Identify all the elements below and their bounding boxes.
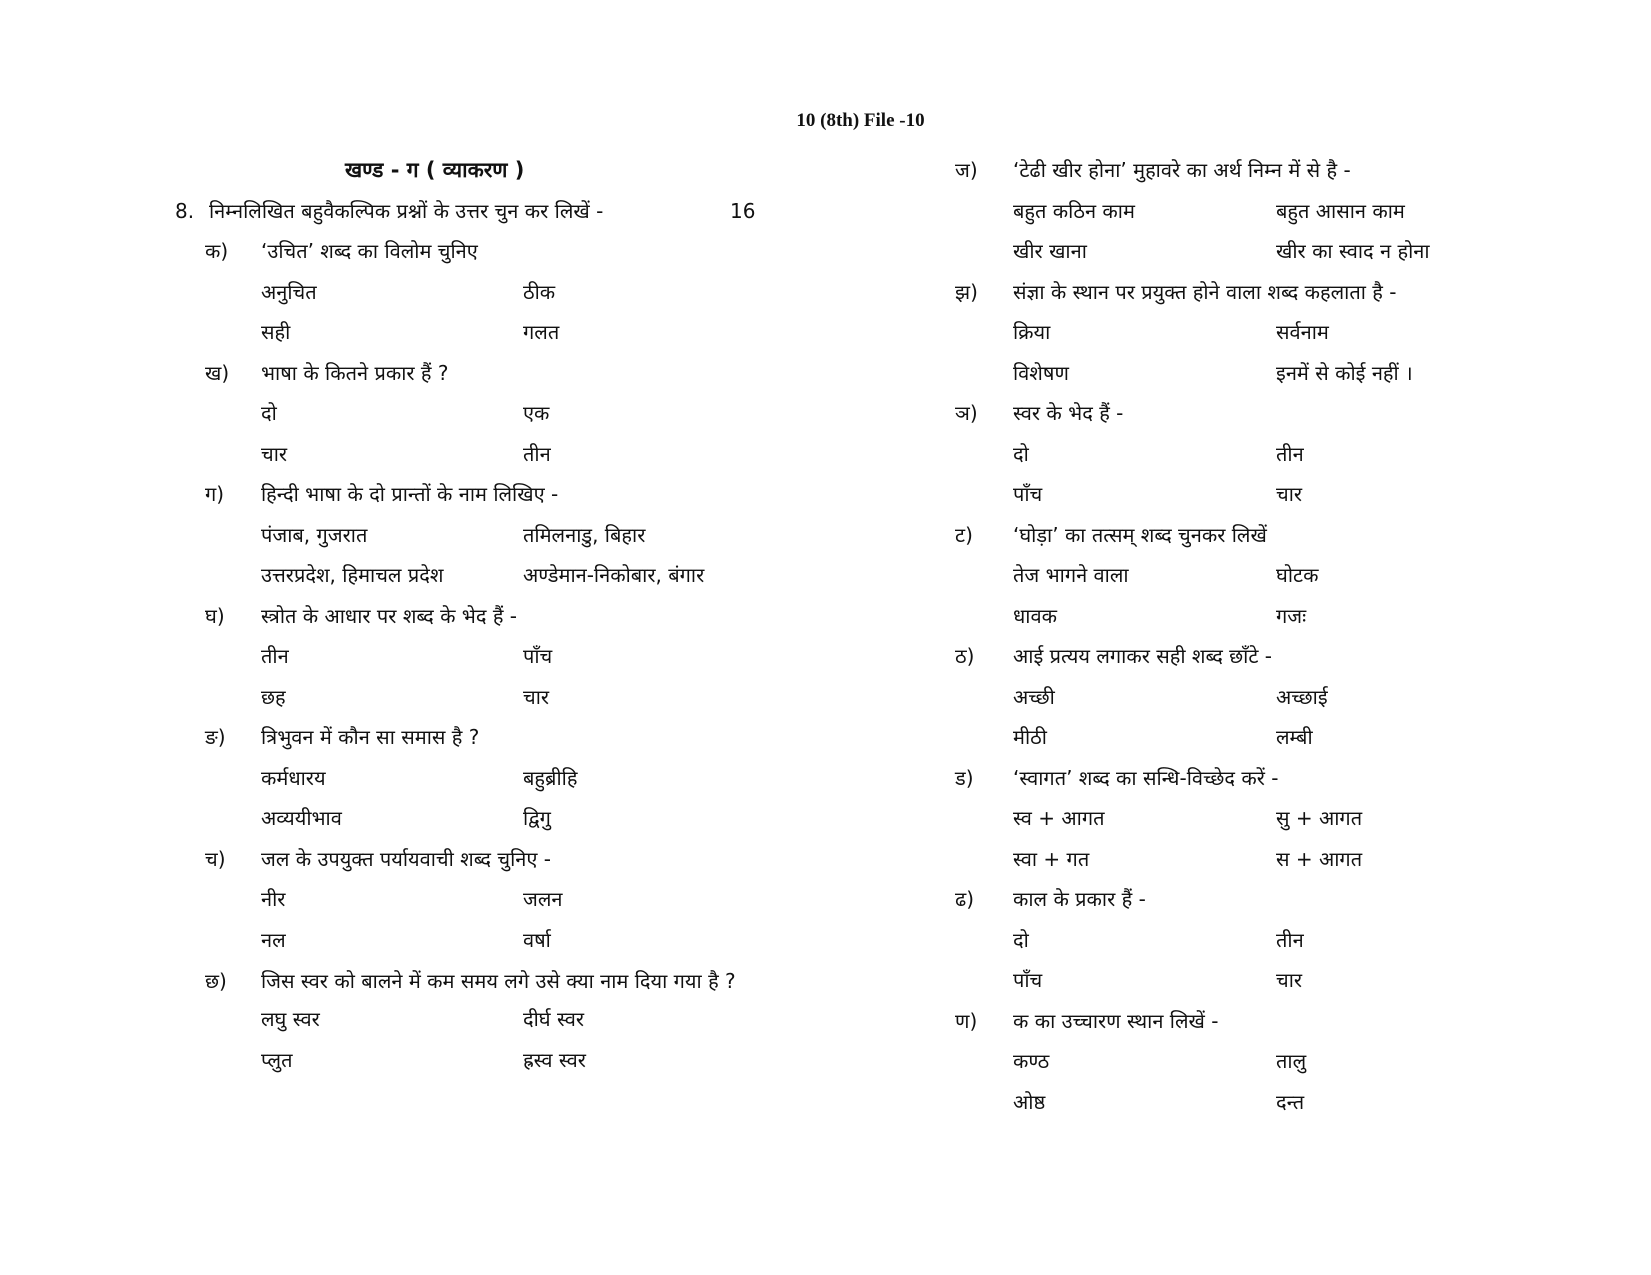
- option: मीठी: [1013, 725, 1047, 749]
- question-label: ग): [205, 482, 225, 506]
- question: [955, 272, 1475, 313]
- option: अण्डेमान-निकोबार, बंगार: [523, 563, 705, 587]
- option: द्विगु: [523, 806, 551, 830]
- question: [955, 1001, 1475, 1042]
- question-label: च): [205, 846, 226, 871]
- option: क्रिया: [1013, 320, 1051, 344]
- question-text: ‘उचित’ शब्द का विलोम चुनिए: [261, 239, 478, 263]
- option: ठीक: [523, 279, 556, 304]
- option: दो: [1013, 927, 1029, 952]
- question-label: ण): [955, 1008, 978, 1033]
- question-number: 8.: [175, 198, 195, 223]
- question-label: ठ): [955, 644, 975, 668]
- question-text: भाषा के कितने प्रकार हैं ?: [261, 360, 449, 385]
- option: स्वा + गत: [1013, 846, 1090, 871]
- question: [955, 150, 1475, 191]
- option: पाँच: [523, 644, 553, 668]
- question-text: स्त्रोत के आधार पर शब्द के भेद हैं -: [261, 603, 518, 628]
- question: [955, 758, 1475, 799]
- right-column: [955, 150, 1475, 1122]
- option: तीन: [523, 441, 551, 466]
- option: सु + आगत: [1276, 806, 1363, 830]
- option-row: [955, 960, 1475, 1001]
- option: स + आगत: [1276, 846, 1363, 871]
- option: खीर खाना: [1013, 239, 1087, 263]
- question-label: झ): [955, 279, 978, 304]
- option: घोटक: [1276, 563, 1319, 587]
- question: [955, 636, 1475, 677]
- option: लम्बी: [1276, 725, 1313, 749]
- option-row: [175, 1040, 775, 1081]
- question-text: जिस स्वर को बालने में कम समय लगे उसे क्या नाम दिया गया है ?: [261, 969, 736, 993]
- option-row: [175, 677, 775, 718]
- question-label: घ): [205, 603, 225, 628]
- question: [175, 353, 775, 394]
- option-row: [175, 999, 775, 1040]
- option: वर्षा: [523, 927, 551, 952]
- option: तालु: [1276, 1049, 1307, 1073]
- option: तीन: [1276, 927, 1304, 952]
- option: विशेषण: [1013, 360, 1069, 385]
- question-label: ख): [205, 360, 230, 385]
- option-row: [175, 434, 775, 475]
- question: [175, 474, 775, 515]
- option: बहुब्रीहि: [523, 765, 578, 790]
- option-row: [175, 636, 775, 677]
- option: बहुत आसान काम: [1276, 198, 1405, 223]
- option: ह्रस्व स्वर: [523, 1047, 586, 1072]
- question-label: छ): [205, 969, 227, 993]
- question-text: संज्ञा के स्थान पर प्रयुक्त होने वाला शब्द कहलाता है -: [1013, 279, 1397, 304]
- question-text: त्रिभुवन में कौन सा समास है ?: [261, 725, 480, 749]
- option: अच्छाई: [1276, 684, 1328, 709]
- option-row: [955, 920, 1475, 961]
- option: दीर्घ स्वर: [523, 1007, 585, 1031]
- option: धावक: [1013, 603, 1057, 628]
- option: चार: [523, 684, 550, 709]
- page-header: 10 (8th) File -10: [796, 110, 925, 131]
- option: लघु स्वर: [261, 1007, 320, 1031]
- option: एक: [523, 401, 550, 425]
- option: खीर का स्वाद न होना: [1276, 239, 1430, 263]
- question: [175, 596, 775, 637]
- question-label: ट): [955, 522, 973, 547]
- option-row: [955, 677, 1475, 718]
- option: तीन: [261, 644, 289, 668]
- option-row: [955, 231, 1475, 272]
- option-row: [955, 1041, 1475, 1082]
- option: बहुत कठिन काम: [1013, 198, 1135, 223]
- left-column: [175, 150, 775, 1080]
- question-text: ‘स्वागत’ शब्द का सन्धि-विच्छेद करें -: [1013, 765, 1279, 790]
- question: [955, 393, 1475, 434]
- question-label: ञ): [955, 401, 978, 425]
- question-text: निम्नलिखित बहुवैकल्पिक प्रश्नों के उत्तर चुन कर लिखें -: [209, 198, 604, 223]
- question-label: क): [205, 239, 229, 263]
- option: जलन: [523, 887, 563, 911]
- question: [175, 231, 775, 272]
- option-row: [175, 798, 775, 839]
- question: [955, 515, 1475, 556]
- option: तेज भागने वाला: [1013, 563, 1129, 587]
- option: अव्ययीभाव: [261, 806, 342, 830]
- question-text: हिन्दी भाषा के दो प्रान्तों के नाम लिखिए -: [261, 482, 559, 506]
- option-row: [955, 312, 1475, 353]
- option-row: [955, 798, 1475, 839]
- question: [175, 717, 775, 758]
- option: गलत: [523, 320, 560, 344]
- option: प्लुत: [261, 1047, 293, 1072]
- option: गजः: [1276, 603, 1307, 628]
- question-label: ङ): [205, 725, 226, 749]
- option: चार: [1276, 968, 1303, 992]
- option: सर्वनाम: [1276, 320, 1329, 344]
- option: कर्मधारय: [261, 765, 326, 790]
- option-row: [175, 555, 775, 596]
- option-row: [175, 879, 775, 920]
- question-text: ‘घोड़ा’ का तत्सम् शब्द चुनकर लिखें: [1013, 522, 1267, 547]
- question-text: स्वर के भेद हैं -: [1013, 401, 1124, 425]
- option-row: [955, 434, 1475, 475]
- section-title: खण्ड - ग ( व्याकरण ): [345, 158, 525, 182]
- option: तीन: [1276, 441, 1304, 466]
- question-text: ‘टेढी खीर होना’ मुहावरे का अर्थ निम्न में से है -: [1013, 158, 1351, 182]
- option: इनमें से कोई नहीं ।: [1276, 360, 1413, 385]
- option: तमिलनाडु, बिहार: [523, 522, 646, 547]
- question-label: ड): [955, 765, 974, 790]
- question-label: ज): [955, 158, 978, 182]
- option: उत्तरप्रदेश, हिमाचल प्रदेश: [261, 563, 444, 587]
- option: दो: [261, 401, 277, 425]
- option-row: [175, 515, 775, 556]
- option: दो: [1013, 441, 1029, 466]
- option: चार: [261, 441, 288, 466]
- question-text: आई प्रत्यय लगाकर सही शब्द छाँटे -: [1013, 644, 1273, 668]
- main-question: [175, 191, 775, 232]
- option-row: [955, 717, 1475, 758]
- option-row: [955, 191, 1475, 232]
- question-text: जल के उपयुक्त पर्यायवाची शब्द चुनिए -: [261, 846, 552, 871]
- option-row: [955, 474, 1475, 515]
- option: अच्छी: [1013, 684, 1055, 709]
- option-row: [175, 920, 775, 961]
- question-text: काल के प्रकार हैं -: [1013, 887, 1146, 911]
- question-label: ढ): [955, 887, 975, 911]
- option-row: [955, 1082, 1475, 1123]
- option: चार: [1276, 482, 1303, 506]
- option: अनुचित: [261, 279, 317, 304]
- option: सही: [261, 320, 291, 344]
- option: दन्त: [1276, 1089, 1305, 1114]
- option: कण्ठ: [1013, 1049, 1050, 1073]
- option: छह: [261, 684, 286, 709]
- option-row: [175, 312, 775, 353]
- option-row: [955, 596, 1475, 637]
- option: ओष्ठ: [1013, 1089, 1046, 1114]
- option-row: [955, 353, 1475, 394]
- option: नल: [261, 927, 286, 952]
- option: पंजाब, गुजरात: [261, 522, 368, 547]
- question: [175, 960, 775, 999]
- option-row: [175, 272, 775, 313]
- option: नीर: [261, 887, 286, 911]
- option-row: [955, 839, 1475, 880]
- question: [175, 839, 775, 880]
- option-row: [175, 758, 775, 799]
- question: [955, 879, 1475, 920]
- option: पाँच: [1013, 968, 1043, 992]
- option-row: [955, 555, 1475, 596]
- option: पाँच: [1013, 482, 1043, 506]
- option: स्व + आगत: [1013, 806, 1105, 830]
- marks: 16: [730, 198, 756, 223]
- option-row: [175, 393, 775, 434]
- question-text: क का उच्चारण स्थान लिखें -: [1013, 1008, 1219, 1033]
